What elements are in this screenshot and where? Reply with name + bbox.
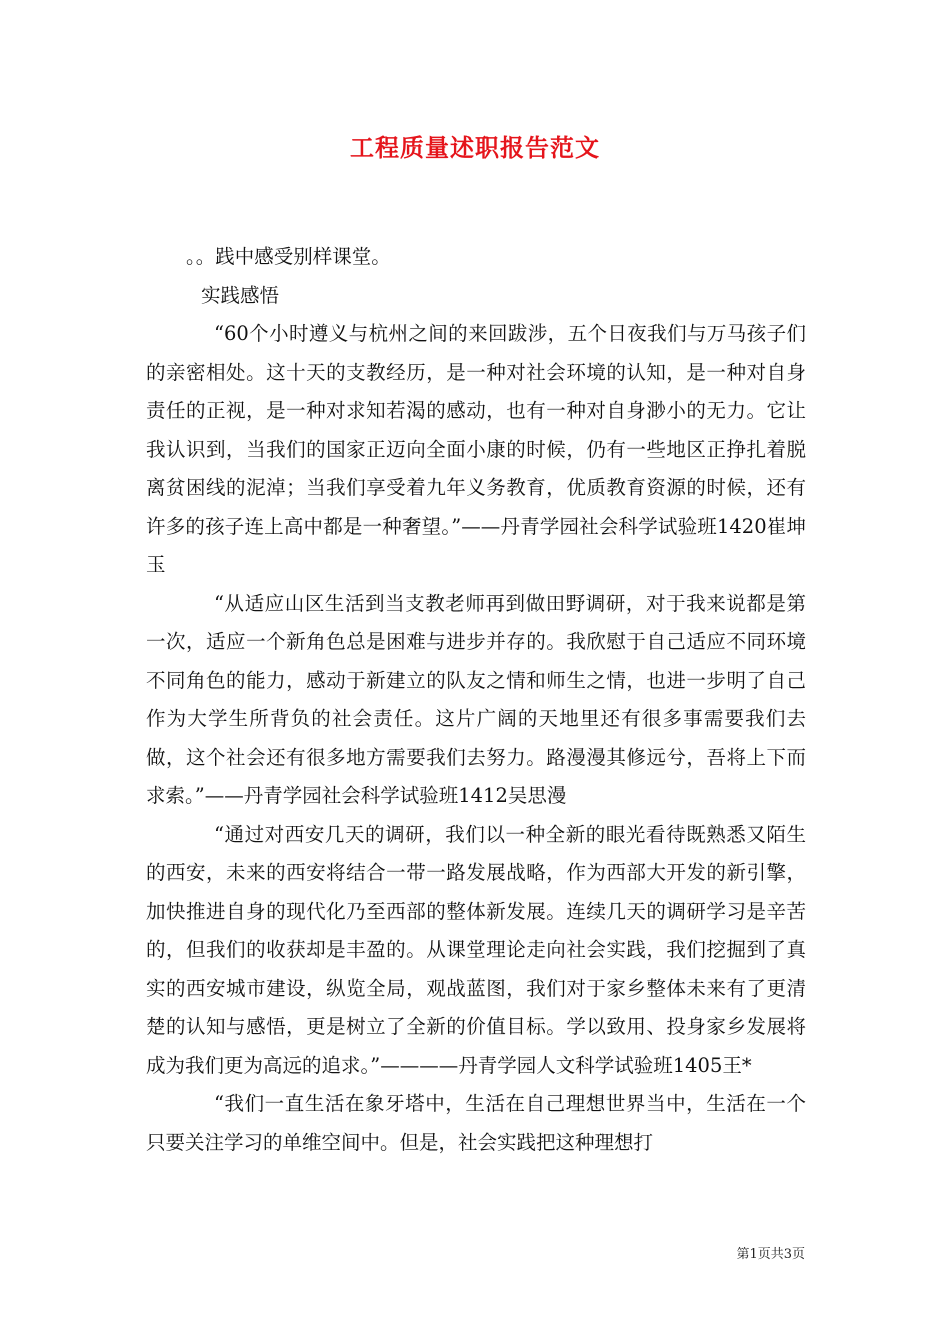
paragraph-2: “从适应山区生活到当支教老师再到做田野调研，对于我来说都是第一次，适应一个新角色总是困难与进步并存的。我欣慰于自己适应不同环境不同角色的能力，感动于新建立的队友之情和师生之情，也进一步明了自己作为大学生所背负的社会责任。这片广阔的天地里还有很多事需要我们去做，这个社会还有很多地方需要我们去努力。路漫漫其修远兮，吾将上下而求索。”——丹青学园社会科学试验班1412吴思漫 [146, 591, 806, 807]
paragraph-3: “通过对西安几天的调研，我们以一种全新的眼光看待既熟悉又陌生的西安，未来的西安将结合一带一路发展战略，作为西部大开发的新引擎，加快推进自身的现代化乃至西部的整体新发展。连续几天的调研学习是辛苦的，但我们的收获却是丰盈的。从课堂理论走向社会实践，我们挖掘到了真实的西安城市建设，纵览全局，观战蓝图，我们对于家乡整体未来有了更清楚的认知与感悟，更是树立了全新的价值目标。学以致用、投身家乡发展将成为我们更为高远的追求。”————丹青学园人文科学试验班1405王* [146, 822, 806, 1077]
section-heading: 实践感悟 [201, 283, 280, 307]
paragraph-4: “我们一直生活在象牙塔中，生活在自己理想世界当中，生活在一个只要关注学习的单维空间中。但是，社会实践把这种理想打 [146, 1092, 806, 1154]
page-number: 第1页共3页 [736, 1247, 805, 1262]
document-body [146, 238, 806, 1162]
paragraph-1: “60个小时遵义与杭州之间的来回跋涉，五个日夜我们与万马孩子们的亲密相处。这十天的支教经历，是一种对社会环境的认知，是一种对自身责任的正视，是一种对求知若渴的感动，也有一种对自身渺小的无力。它让我认识到，当我们的国家正迈向全面小康的时候，仍有一些地区正挣扎着脱离贫困线的泥淖；当我们享受着九年义务教育，优质教育资源的时候，还有许多的孩子连上高中都是一种奢望。”——丹青学园社会科学试验班1420崔坤玉 [146, 322, 806, 576]
document-title: 工程质量述职报告范文 [350, 133, 600, 162]
lead-line: 。。践中感受别样课堂。 [186, 245, 391, 268]
